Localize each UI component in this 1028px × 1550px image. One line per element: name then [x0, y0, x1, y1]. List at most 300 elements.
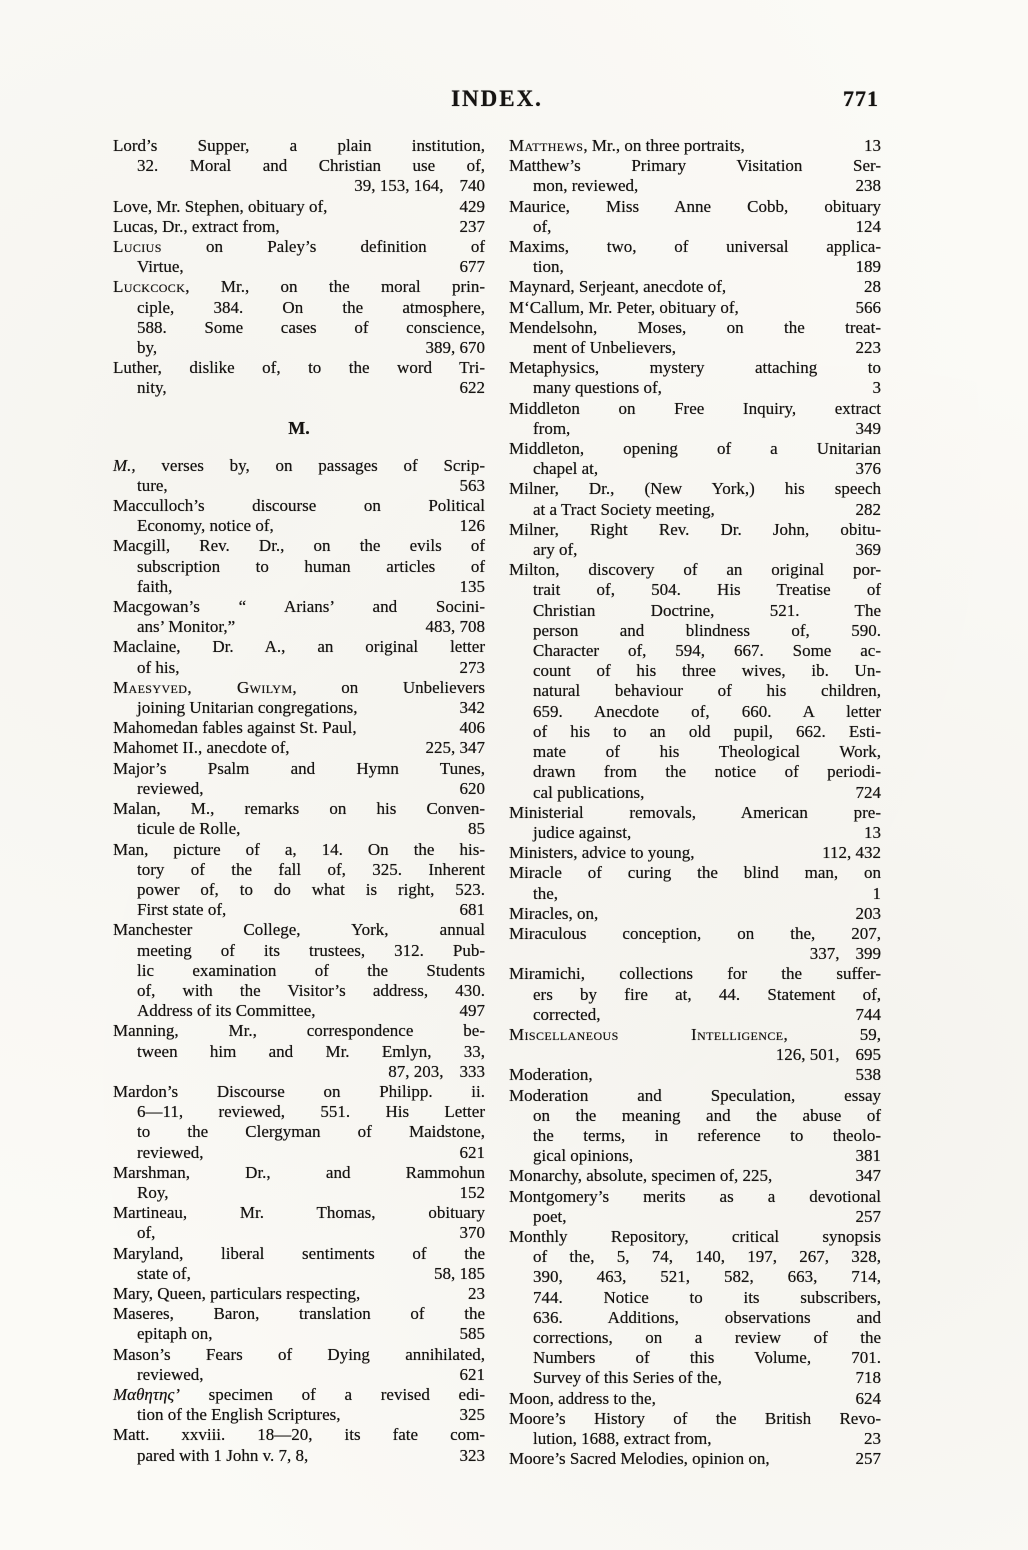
index-line [509, 681, 881, 701]
entry-text: Moderation, [509, 1065, 593, 1085]
page-ref: 718 [855, 1368, 881, 1388]
entry-text: Matthews, Mr., on three portraits, [509, 136, 745, 155]
index-entry [509, 904, 881, 924]
page-ref: 58, 185 [434, 1263, 485, 1283]
entry-text: Moderation and Speculation, essay [509, 1085, 881, 1105]
index-line [509, 1389, 881, 1409]
page-ref: 135 [459, 576, 485, 596]
index-line [113, 1042, 485, 1062]
entry-text: Maxims, two, of universal applica- [509, 237, 881, 257]
page-title: INDEX. [451, 86, 543, 111]
index-entry [113, 536, 485, 597]
entry-text: Malan, M., remarks on his Conven- [113, 799, 485, 819]
index-line [509, 601, 881, 621]
index-entry [509, 560, 881, 802]
index-line [509, 419, 881, 439]
page-ref: 369 [855, 540, 881, 560]
entry-text: from, [533, 418, 571, 438]
index-line [509, 1348, 881, 1368]
index-line [113, 1163, 485, 1183]
index-line [113, 1183, 485, 1203]
index-line [113, 860, 485, 880]
index-line [113, 516, 485, 536]
index-line [113, 277, 485, 297]
index-line [113, 298, 485, 318]
entry-text: Miraculous conception, on the, 207, [509, 923, 881, 943]
page-ref: 238 [855, 176, 881, 196]
entry-text: Lucius on Paley’s definition of [113, 237, 485, 257]
index-line [509, 944, 881, 964]
page-ref: 189 [855, 257, 881, 277]
index-line [113, 237, 485, 257]
index-line [509, 156, 881, 176]
entry-text: corrected, [533, 1004, 601, 1024]
page-ref: 223 [855, 338, 881, 358]
index-line [509, 803, 881, 823]
index-line [509, 1005, 881, 1025]
entry-text: ary of, [533, 540, 578, 560]
index-line [509, 1368, 881, 1388]
entry-text: cal publications, [533, 782, 645, 802]
entry-text: Matthew’s Primary Visitation Ser- [509, 156, 881, 176]
entry-text: Mary, Queen, particulars respecting, [113, 1283, 361, 1303]
index-line [113, 738, 485, 758]
small-caps-name: Maesyved, Gwilym [113, 677, 293, 697]
entry-text: subscription to human articles of [137, 556, 485, 576]
entry-text: Monarchy, absolute, specimen of, 225, [509, 1166, 773, 1186]
entry-text: Christian Doctrine, 521. The [533, 600, 881, 620]
index-entry [113, 678, 485, 718]
index-line [113, 197, 485, 217]
index-column-left [113, 136, 485, 1469]
entry-text: poet, [533, 1206, 567, 1226]
index-entry [113, 1203, 485, 1243]
index-line [509, 884, 881, 904]
page-ref: 566 [855, 297, 881, 317]
index-line [509, 479, 881, 499]
entry-text: ans’ Monitor,” [137, 617, 236, 637]
index-line [113, 1304, 485, 1324]
page-ref: 124 [855, 216, 881, 236]
index-entry [113, 637, 485, 677]
page-ref: 624 [855, 1388, 881, 1408]
entry-text: Monthly Repository, critical synopsis [509, 1226, 881, 1246]
entry-text: reviewed, [137, 1142, 204, 1162]
index-line [509, 298, 881, 318]
index-entry [113, 277, 485, 358]
page-ref: 333 [459, 1061, 485, 1081]
index-line [113, 257, 485, 277]
entry-text: Man, picture of a, 14. On the his- [113, 839, 485, 859]
index-line [113, 1143, 485, 1163]
index-line [113, 176, 485, 196]
index-entry [509, 520, 881, 560]
entry-text: Miscellaneous Intelligence, 59, [509, 1024, 881, 1044]
index-line [113, 338, 485, 358]
index-line [509, 1187, 881, 1207]
entry-text: Milner, Right Rev. Dr. John, obitu- [509, 519, 881, 539]
index-entry [113, 456, 485, 496]
index-line [509, 1247, 881, 1267]
page-ref: 282 [855, 499, 881, 519]
index-line [509, 237, 881, 257]
index-line [113, 840, 485, 860]
entry-text: tween him and Mr. Emlyn, 33, [137, 1041, 485, 1061]
entry-text: Love, Mr. Stephen, obituary of, [113, 196, 328, 216]
entry-text: M‘Callum, Mr. Peter, obituary of, [509, 297, 739, 317]
index-line [509, 1449, 881, 1469]
entry-text: Maurice, Miss Anne Cobb, obituary [509, 196, 881, 216]
entry-text: 744. Notice to its subscribers, [533, 1287, 881, 1307]
index-line [113, 156, 485, 176]
page-ref: 497 [459, 1001, 485, 1021]
index-line [509, 136, 881, 156]
entry-text: Macgill, Rev. Dr., on the evils of [113, 536, 485, 556]
index-line [509, 277, 881, 297]
index-line [509, 904, 881, 924]
entry-text: Ministers, advice to young, [509, 843, 695, 863]
page-ref: 152 [459, 1182, 485, 1202]
index-line [509, 318, 881, 338]
page-ref: 23 [468, 1283, 485, 1303]
index-line [113, 217, 485, 237]
index-line [509, 1328, 881, 1348]
entry-text: Economy, notice of, [137, 516, 274, 536]
entry-text: trait of, 504. His Treatise of [533, 580, 881, 600]
entry-text: Ministerial removals, American pre- [509, 802, 881, 822]
entry-text: 337, [809, 944, 840, 964]
page-ref: 724 [855, 782, 881, 802]
entry-text: of the, 5, 74, 140, 197, 267, 328, [533, 1247, 881, 1267]
index-line [509, 1025, 881, 1045]
italic-name: M., [113, 455, 136, 475]
page-ref: 621 [459, 1142, 485, 1162]
entry-text: Marshman, Dr., and Rammohun [113, 1162, 485, 1182]
index-column-right [509, 136, 881, 1469]
index-entry [113, 1385, 485, 1425]
entry-text: the terms, in reference to theolo- [533, 1125, 881, 1145]
entry-text: judice against, [533, 822, 632, 842]
index-entry [113, 738, 485, 758]
index-entry [113, 920, 485, 1021]
index-line [509, 580, 881, 600]
entry-text: Metaphysics, mystery attaching to [509, 358, 881, 378]
index-line [509, 459, 881, 479]
index-line [509, 843, 881, 863]
entry-text: 636. Additions, observations and [533, 1307, 881, 1327]
entry-text: tory of the fall of, 325. Inherent [137, 859, 485, 879]
page-ref: 225, 347 [425, 738, 485, 758]
index-entry [509, 924, 881, 964]
entry-text: epitaph on, [137, 1324, 213, 1344]
index-line [113, 1082, 485, 1102]
entry-text: count of his three wives, ib. Un- [533, 661, 881, 681]
index-line [113, 678, 485, 698]
entry-text: by, [137, 338, 158, 358]
index-line [113, 318, 485, 338]
index-line [509, 985, 881, 1005]
page-ref: 342 [459, 698, 485, 718]
index-line [509, 1308, 881, 1328]
page-ref: 622 [459, 378, 485, 398]
entry-text: lic examination of the Students [137, 960, 485, 980]
index-line [509, 924, 881, 944]
index-entry [509, 1409, 881, 1449]
entry-text: at a Tract Society meeting, [533, 499, 715, 519]
index-line [509, 1267, 881, 1287]
index-line [113, 779, 485, 799]
index-line [113, 1425, 485, 1445]
index-entry [509, 1025, 881, 1065]
entry-text: Major’s Psalm and Hymn Tunes, [113, 758, 485, 778]
page-ref: 483, 708 [425, 617, 485, 637]
index-entry [113, 759, 485, 799]
entry-text: person and blindness of, 590. [533, 620, 881, 640]
index-entry [509, 964, 881, 1025]
index-entry [113, 1345, 485, 1385]
index-line [113, 1284, 485, 1304]
entry-text: Luckcock, Mr., on the moral prin- [113, 277, 485, 297]
entry-text: Macculloch’s discourse on Political [113, 496, 485, 516]
page-ref: 677 [459, 257, 485, 277]
index-line [509, 520, 881, 540]
index-line [509, 540, 881, 560]
index-entry [509, 318, 881, 358]
index-line [509, 1106, 881, 1126]
entry-text: ticule de Rolle, [137, 819, 241, 839]
index-entry [509, 197, 881, 237]
index-line [509, 863, 881, 883]
page-ref: 621 [459, 1364, 485, 1384]
page-ref: 13 [864, 822, 881, 842]
index-entry [113, 1082, 485, 1163]
entry-text: Mardon’s Discourse on Philipp. ii. [113, 1081, 485, 1101]
entry-text: lution, 1688, extract from, [533, 1429, 712, 1448]
entry-text: ment of Unbelievers, [533, 338, 677, 358]
page-ref: 203 [855, 903, 881, 923]
index-line [113, 1122, 485, 1142]
index-entry [509, 843, 881, 863]
index-columns [113, 136, 881, 1469]
index-line [509, 661, 881, 681]
index-entry [113, 1425, 485, 1465]
index-line [113, 136, 485, 156]
index-line [113, 557, 485, 577]
entry-text: on the meaning and the abuse of [533, 1105, 881, 1125]
index-line [509, 257, 881, 277]
entry-text: of his to an old pupil, 662. Esti- [533, 721, 881, 741]
page-ref: 85 [468, 819, 485, 839]
entry-text: mon, reviewed, [533, 176, 639, 196]
page-ref: 323 [459, 1445, 485, 1465]
index-line [509, 1288, 881, 1308]
small-caps-name: Lucius [113, 237, 162, 257]
entry-text: of, [533, 216, 552, 236]
index-line [113, 1365, 485, 1385]
index-line [509, 358, 881, 378]
index-line [509, 1045, 881, 1065]
entry-text: Roy, [137, 1182, 169, 1202]
entry-text: Mahomet II., anecdote of, [113, 738, 290, 758]
index-entry [113, 217, 485, 237]
index-entry [509, 1227, 881, 1389]
index-line [509, 439, 881, 459]
entry-text: Manchester College, York, annual [113, 920, 485, 940]
page-header [113, 86, 881, 120]
page-ref: 273 [459, 657, 485, 677]
entry-text: Manning, Mr., correspondence be- [113, 1021, 485, 1041]
entry-text: ture, [137, 475, 168, 495]
index-line [113, 577, 485, 597]
index-line [509, 500, 881, 520]
page-ref: 381 [855, 1146, 881, 1166]
entry-text: Milton, discovery of an original por- [509, 560, 881, 580]
entry-text: Maseres, Baron, translation of the [113, 1304, 485, 1324]
index-entry [113, 1304, 485, 1344]
entry-text: drawn from the notice of periodi- [533, 762, 881, 782]
entry-text: Miracle of curing the blind man, on [509, 863, 881, 883]
page-ref: 347 [855, 1166, 881, 1186]
index-line [113, 819, 485, 839]
entry-text: power of, to do what is right, 523. [137, 879, 485, 899]
index-line [113, 1244, 485, 1264]
page-ref: 237 [459, 216, 485, 236]
entry-text: 39, 153, 164, [354, 176, 444, 196]
index-line [113, 880, 485, 900]
index-entry [509, 156, 881, 196]
index-line [113, 1385, 485, 1405]
page-number: 771 [843, 86, 879, 111]
index-entry [113, 799, 485, 839]
entry-text: to the Clergyman of Maidstone, [137, 1122, 485, 1142]
page-ref: 538 [855, 1065, 881, 1085]
page-ref: 257 [855, 1206, 881, 1226]
entry-text: Mason’s Fears of Dying annihilated, [113, 1344, 485, 1364]
index-entry [113, 840, 485, 921]
entry-text: 87, 203, [388, 1061, 444, 1081]
entry-text: Martineau, Mr. Thomas, obituary [113, 1203, 485, 1223]
index-line [113, 658, 485, 678]
index-line [113, 358, 485, 378]
index-line [113, 1446, 485, 1466]
index-line [113, 1102, 485, 1122]
entry-text: gical opinions, [533, 1146, 634, 1166]
index-entry [509, 136, 881, 156]
index-line [509, 560, 881, 580]
entry-text: Lucas, Dr., extract from, [113, 216, 280, 236]
index-line [509, 338, 881, 358]
entry-text: of, [137, 1223, 156, 1243]
page-ref: 376 [855, 459, 881, 479]
page-ref: 126 [459, 516, 485, 536]
small-caps-name: Matthews [509, 136, 584, 155]
page-ref: 1 [872, 883, 881, 903]
page-ref: 399 [855, 944, 881, 964]
index-entry [509, 298, 881, 318]
page-ref: 23 [864, 1429, 881, 1448]
entry-text: state of, [137, 1263, 191, 1283]
index-line [509, 742, 881, 762]
page-ref: 406 [459, 718, 485, 738]
small-caps-name: Luckcock [113, 277, 186, 297]
index-line [509, 1227, 881, 1247]
index-entry [509, 1187, 881, 1227]
index-line [113, 597, 485, 617]
page-ref: 681 [459, 900, 485, 920]
entry-text: mate of his Theological Work, [533, 742, 881, 762]
index-line [113, 637, 485, 657]
index-entry [113, 1244, 485, 1284]
index-line [509, 378, 881, 398]
index-line [113, 1264, 485, 1284]
index-line [113, 1021, 485, 1041]
index-line [509, 762, 881, 782]
entry-text: of, with the Visitor’s address, 430. [137, 980, 485, 1000]
entry-text: natural behaviour of his children, [533, 681, 881, 701]
index-line [113, 1001, 485, 1021]
index-line [113, 1324, 485, 1344]
page-ref: 744 [855, 1004, 881, 1024]
index-entry [509, 863, 881, 903]
entry-text: Mendelsohn, Moses, on the treat- [509, 317, 881, 337]
index-line [509, 1429, 881, 1449]
entry-text: Miramichi, collections for the suffer- [509, 964, 881, 984]
index-entry [113, 1284, 485, 1304]
entry-text: joining Unitarian congregations, [137, 698, 358, 718]
index-line [113, 759, 485, 779]
index-entry [509, 1065, 881, 1085]
entry-text: Moore’s History of the British Revo- [509, 1408, 881, 1428]
index-line [113, 1203, 485, 1223]
index-entry [113, 597, 485, 637]
index-line [113, 698, 485, 718]
entry-text: reviewed, [137, 1364, 204, 1384]
entry-text: chapel at, [533, 459, 599, 479]
entry-text: many questions of, [533, 378, 662, 398]
page-ref: 563 [459, 475, 485, 495]
entry-text: pared with 1 John v. 7, 8, [137, 1445, 309, 1465]
page-ref: 13 [864, 136, 881, 155]
entry-text: First state of, [137, 900, 227, 920]
italic-name: Μαθητης’ [113, 1384, 180, 1404]
entry-text: Address of its Committee, [137, 1001, 316, 1021]
index-entry [113, 1163, 485, 1203]
entry-text: meeting of its trustees, 312. Pub- [137, 940, 485, 960]
index-line [113, 920, 485, 940]
entry-text: corrections, on a review of the [533, 1327, 881, 1347]
index-entry [509, 237, 881, 277]
index-line [509, 399, 881, 419]
entry-text: Virtue, [137, 257, 184, 277]
index-entry [509, 479, 881, 519]
page-ref: 28 [864, 277, 881, 297]
index-line [509, 823, 881, 843]
page-ref: 370 [459, 1223, 485, 1243]
page-ref: 257 [855, 1449, 881, 1469]
page-ref: 325 [459, 1405, 485, 1425]
index-entry [113, 496, 485, 536]
index-line [509, 1126, 881, 1146]
entry-text: Macgowan’s “ Arians’ and Socini- [113, 597, 485, 617]
entry-text: tion, [533, 257, 564, 277]
entry-text: Miracles, on, [509, 903, 599, 923]
entry-text: Maesyved, Gwilym, on Unbelievers [113, 677, 485, 697]
index-line [509, 783, 881, 803]
index-line [113, 476, 485, 496]
entry-text: Luther, dislike of, to the word Tri- [113, 358, 485, 378]
page-ref: 429 [459, 196, 485, 216]
index-line [509, 621, 881, 641]
